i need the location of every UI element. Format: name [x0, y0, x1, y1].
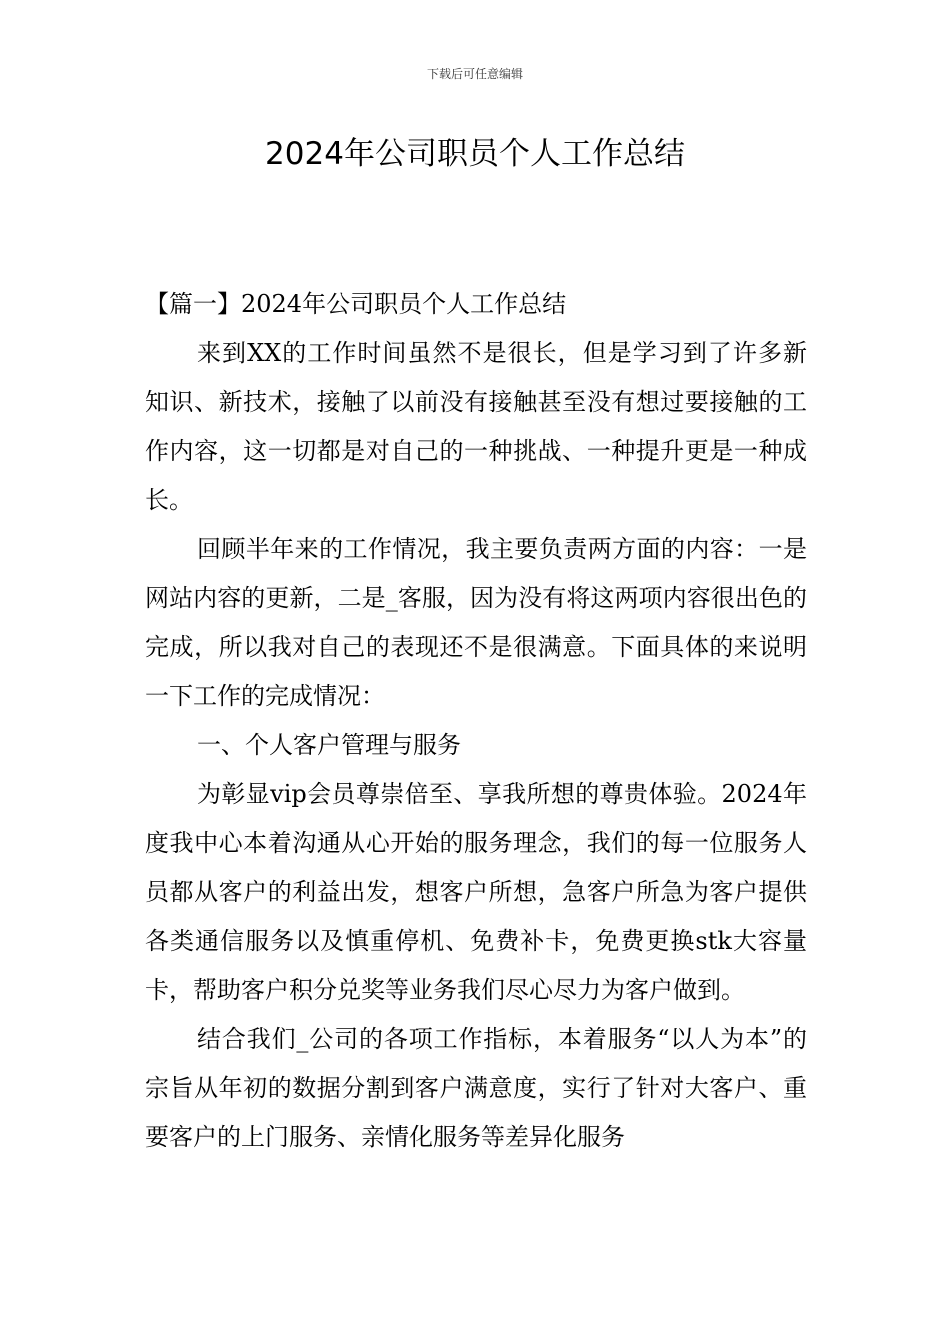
paragraph-1: 来到XX的工作时间虽然不是很长，但是学习到了许多新知识、新技术，接触了以前没有接触甚至没有想过要接触的工作内容，这一切都是对自己的一种挑战、一种提升更是一种成长。: [145, 339, 807, 514]
paragraph-2: 回顾半年来的工作情况，我主要负责两方面的内容：一是网站内容的更新，二是_客服，因为没有将这两项内容很出色的完成，所以我对自己的表现还不是很满意。下面具体的来说明一下工作的完成情况：: [145, 535, 807, 710]
document-title: 2024年公司职员个人工作总结: [265, 136, 685, 172]
subheading-1: 一、个人客户管理与服务: [197, 731, 461, 759]
paragraph-4: 结合我们_公司的各项工作指标，本着服务“以人为本”的宗旨从年初的数据分割到客户满意度，实行了针对大客户、重要客户的上门服务、亲情化服务等差异化服务: [145, 1025, 807, 1151]
section-heading: 【篇一】2024年公司职员个人工作总结: [145, 290, 567, 318]
paragraph-3: 为彰显vip会员尊崇倍至、享我所想的尊贵体验。2024年度我中心本着沟通从心开始的服务理念，我们的每一位服务人员都从客户的利益出发，想客户所想，急客户所急为客户提供各类通信服务以及慎重停机、免费补卡，免费更换stk大容量卡，帮助客户积分兑奖等业务我们尽心尽力为客户做到。: [145, 780, 807, 1004]
document-body: [145, 280, 807, 1162]
header-note: 下载后可任意编辑: [426, 67, 523, 81]
